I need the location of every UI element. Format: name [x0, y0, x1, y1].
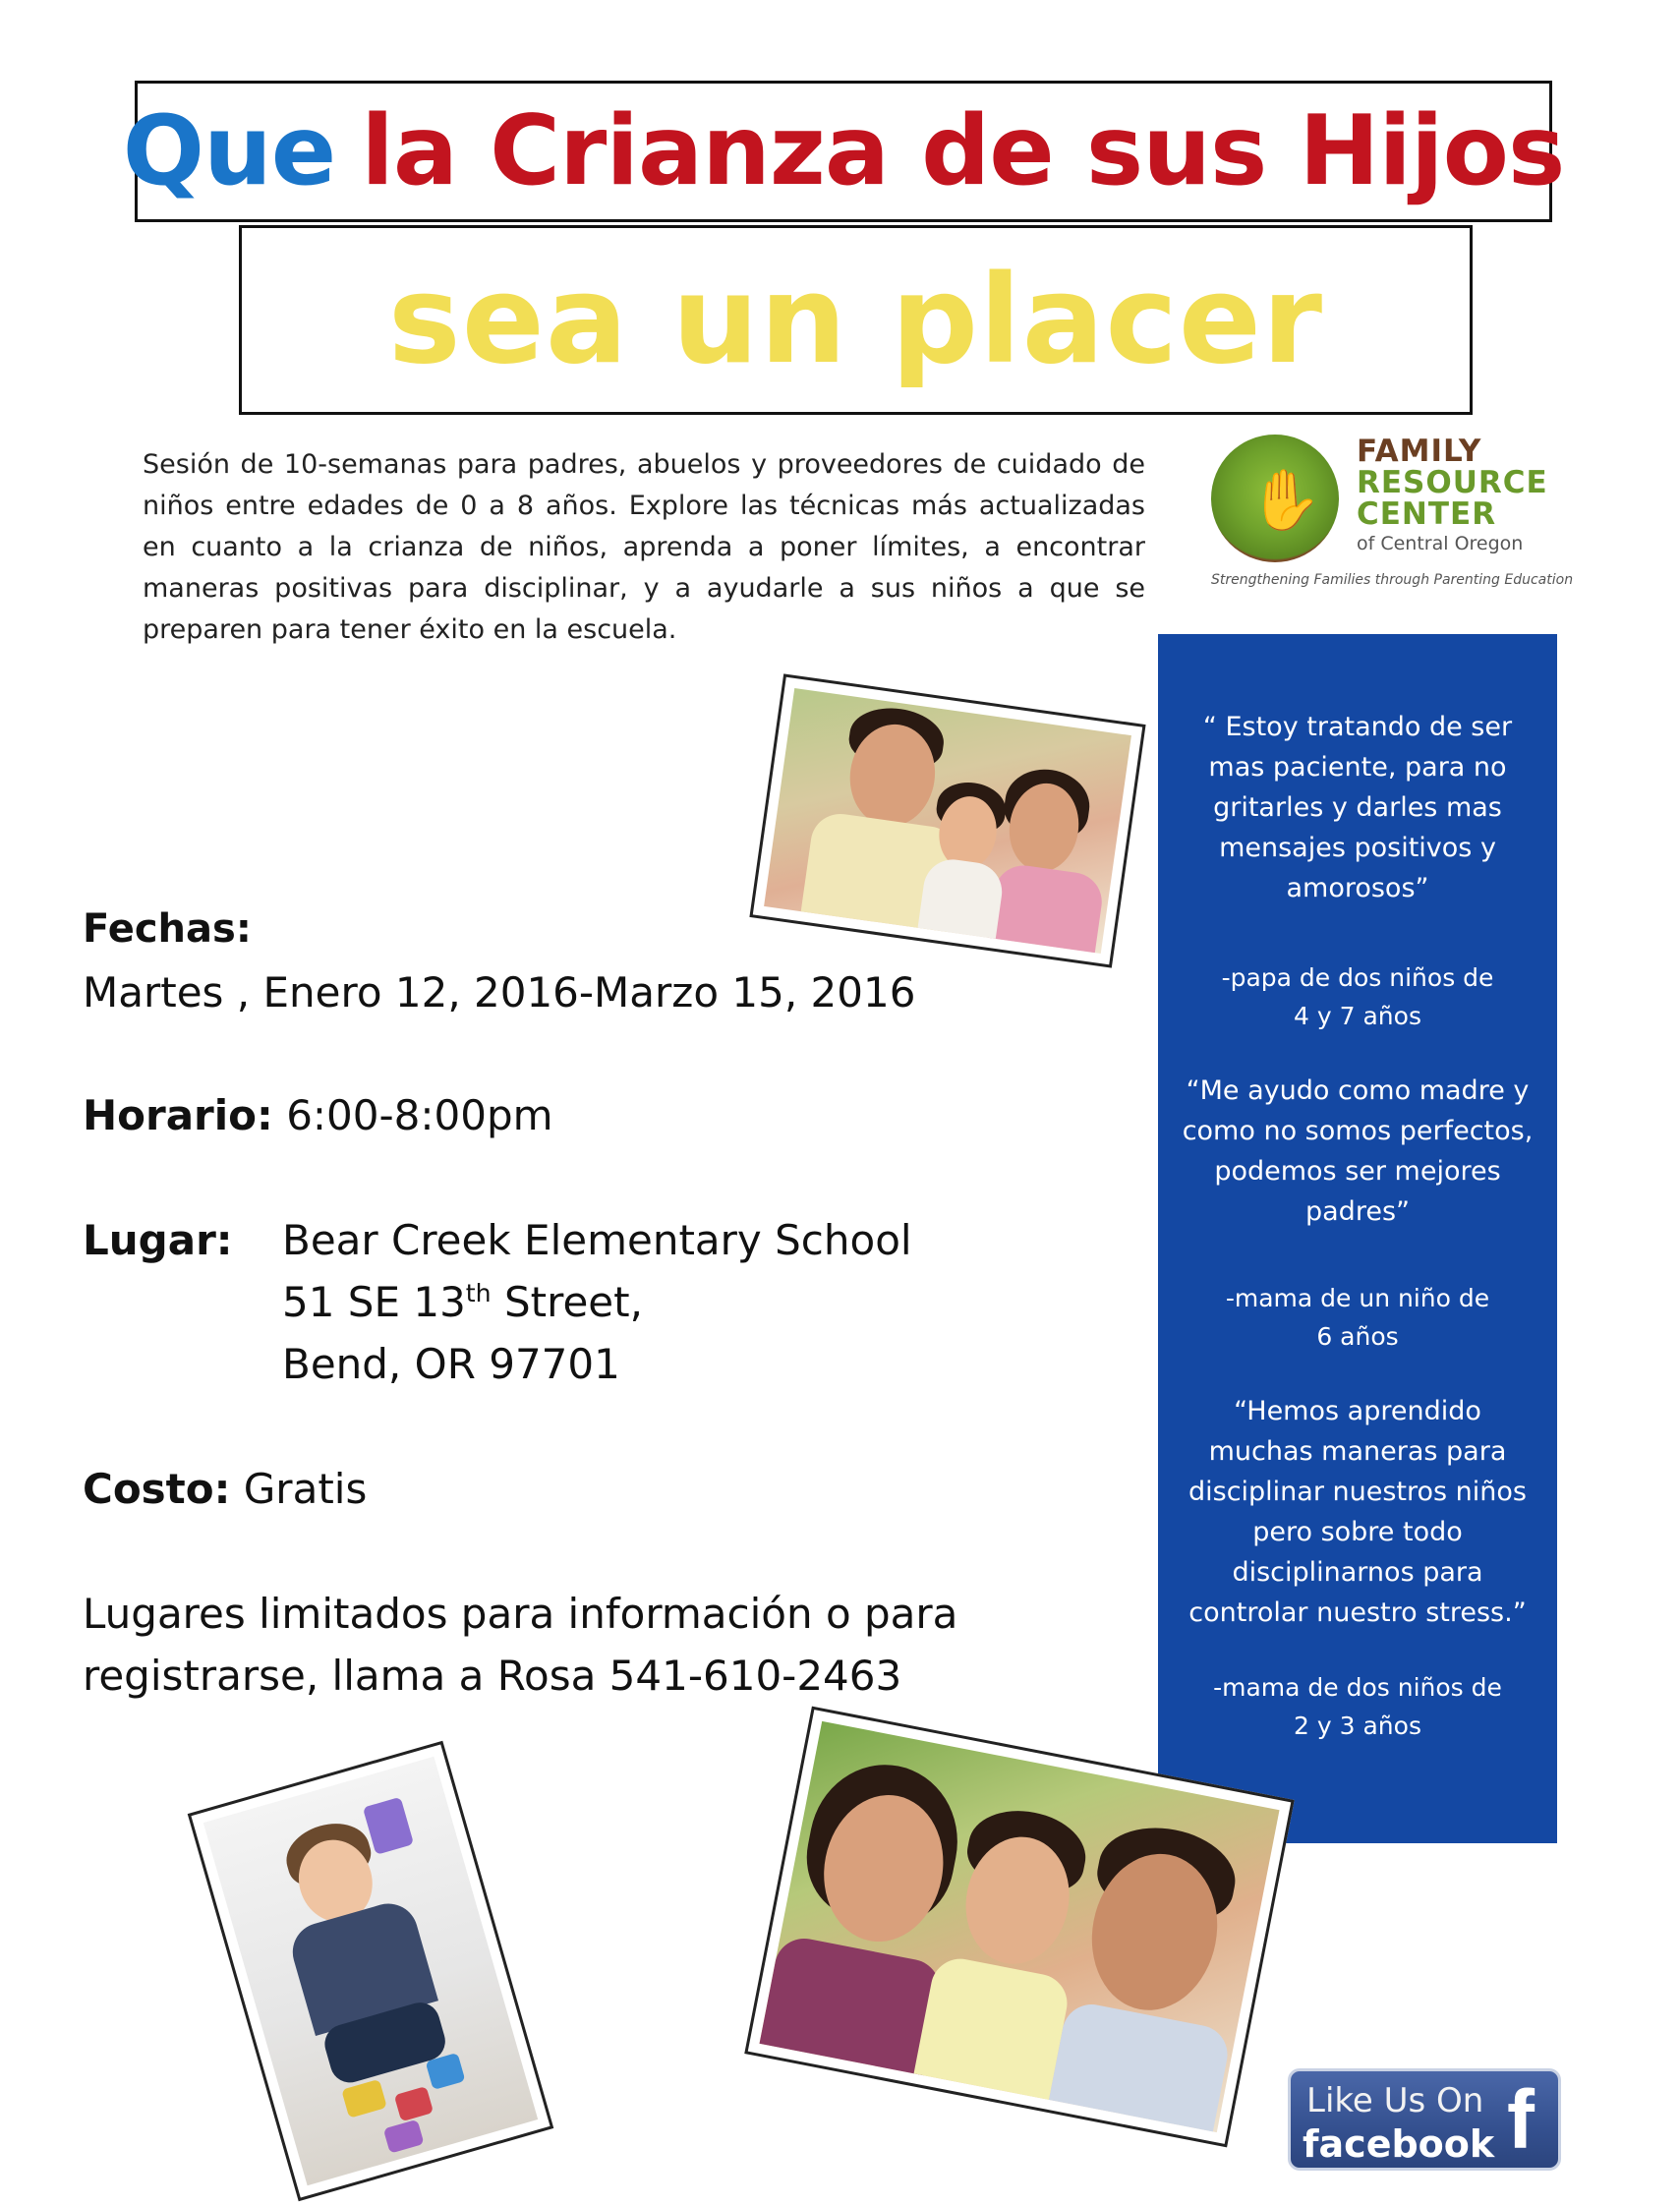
logo-line-region: of Central Oregon — [1357, 533, 1524, 554]
family-photo-image — [764, 688, 1131, 954]
costo-row — [83, 1465, 367, 1513]
facebook-like-text: Like Us On — [1306, 2081, 1484, 2120]
quote-line: podemos ser mejores — [1214, 1156, 1501, 1187]
quote-line: “Me ayudo como madre y — [1186, 1075, 1530, 1106]
quote-line: disciplinar nuestros niños — [1188, 1477, 1527, 1507]
testimonial-quote — [1158, 707, 1557, 908]
lugar-city: Bend, OR 97701 — [282, 1340, 620, 1388]
testimonial-quote — [1158, 1071, 1557, 1232]
street-name: Street, — [491, 1278, 643, 1326]
lugar-label: Lugar: — [83, 1216, 233, 1264]
quote-line: gritarles y darles mas — [1213, 792, 1502, 823]
testimonial-attribution — [1158, 1279, 1557, 1356]
family-photo — [749, 673, 1145, 967]
horario-label: Horario: — [83, 1091, 273, 1139]
fechas-value: Martes , Enero 12, 2016-Marzo 15, 2016 — [83, 968, 916, 1016]
subtitle-banner — [239, 225, 1473, 415]
street-number: 51 SE 13 — [282, 1278, 466, 1326]
quote-line: padres” — [1305, 1196, 1410, 1227]
quote-line: como no somos perfectos, — [1182, 1116, 1534, 1146]
attribution-line: -papa de dos niños de — [1221, 963, 1494, 992]
quote-line: disciplinarnos para — [1232, 1557, 1483, 1588]
horario-value: 6:00-8:00pm — [286, 1091, 553, 1139]
registration-line-2: registrarse, llama a Rosa 541-610-2463 — [83, 1652, 902, 1700]
attribution-line: -mama de un niño de — [1225, 1284, 1490, 1312]
fechas-label: Fechas: — [83, 906, 252, 952]
logo-line-resource: RESOURCE — [1357, 465, 1548, 500]
facebook-like-badge[interactable] — [1288, 2068, 1561, 2171]
child-photo — [188, 1741, 554, 2202]
title-que: Que — [122, 95, 336, 207]
logo-line-family: FAMILY — [1357, 434, 1482, 469]
testimonial-quote — [1158, 1391, 1557, 1633]
costo-value: Gratis — [243, 1465, 368, 1513]
attribution-line: -mama de dos niños de — [1213, 1673, 1502, 1702]
registration-line-1: Lugares limitados para información o para — [83, 1590, 958, 1638]
quote-line: muchas maneras para — [1208, 1436, 1507, 1467]
family-photo-large-image — [759, 1721, 1279, 2132]
attribution-line: 2 y 3 años — [1294, 1712, 1421, 1740]
quote-line: “ Estoy tratando de ser — [1202, 712, 1513, 742]
testimonial-attribution — [1158, 1668, 1557, 1745]
testimonial-attribution — [1158, 958, 1557, 1035]
quote-line: “Hemos aprendido — [1234, 1396, 1481, 1426]
facebook-wordmark: facebook — [1303, 2122, 1495, 2166]
logo-tagline: Strengthening Families through Parenting Education — [1211, 572, 1574, 588]
street-ordinal: th — [465, 1279, 492, 1307]
quote-line: mas paciente, para no — [1208, 752, 1507, 783]
subtitle-text: sea un placer — [387, 249, 1324, 391]
title-banner — [122, 81, 1565, 222]
child-photo-image — [203, 1757, 538, 2185]
quote-line: amorosos” — [1286, 873, 1429, 903]
lugar-school: Bear Creek Elementary School — [282, 1216, 912, 1264]
facebook-f-icon: f — [1507, 2073, 1535, 2166]
attribution-line: 6 años — [1316, 1322, 1399, 1351]
quote-line: controlar nuestro stress.” — [1188, 1597, 1527, 1628]
quote-line: pero sobre todo — [1252, 1517, 1463, 1547]
title-main: la Crianza de sus Hijos — [361, 95, 1565, 207]
costo-label: Costo: — [83, 1465, 231, 1513]
lugar-street — [282, 1278, 643, 1326]
testimonials-panel — [1158, 634, 1557, 1843]
attribution-line: 4 y 7 años — [1294, 1002, 1421, 1030]
logo-line-center: CENTER — [1357, 496, 1497, 532]
intro-paragraph: Sesión de 10-semanas para padres, abuelos y proveedores de cuidado de niños entre edades de 0 a 8 años. Explore las técnicas más actualizadas en cuanto a la crianza de niños, aprenda a poner límites, a encontrar maneras positivas para disciplinar, y a ayudarle a sus niños a que se preparen para tener éxito en la escuela. — [143, 449, 1145, 645]
hand-icon: ✋ — [1248, 466, 1322, 535]
quote-line: mensajes positivos y — [1219, 833, 1496, 863]
horario-row — [83, 1091, 553, 1139]
family-resource-center-logo — [1211, 429, 1574, 598]
